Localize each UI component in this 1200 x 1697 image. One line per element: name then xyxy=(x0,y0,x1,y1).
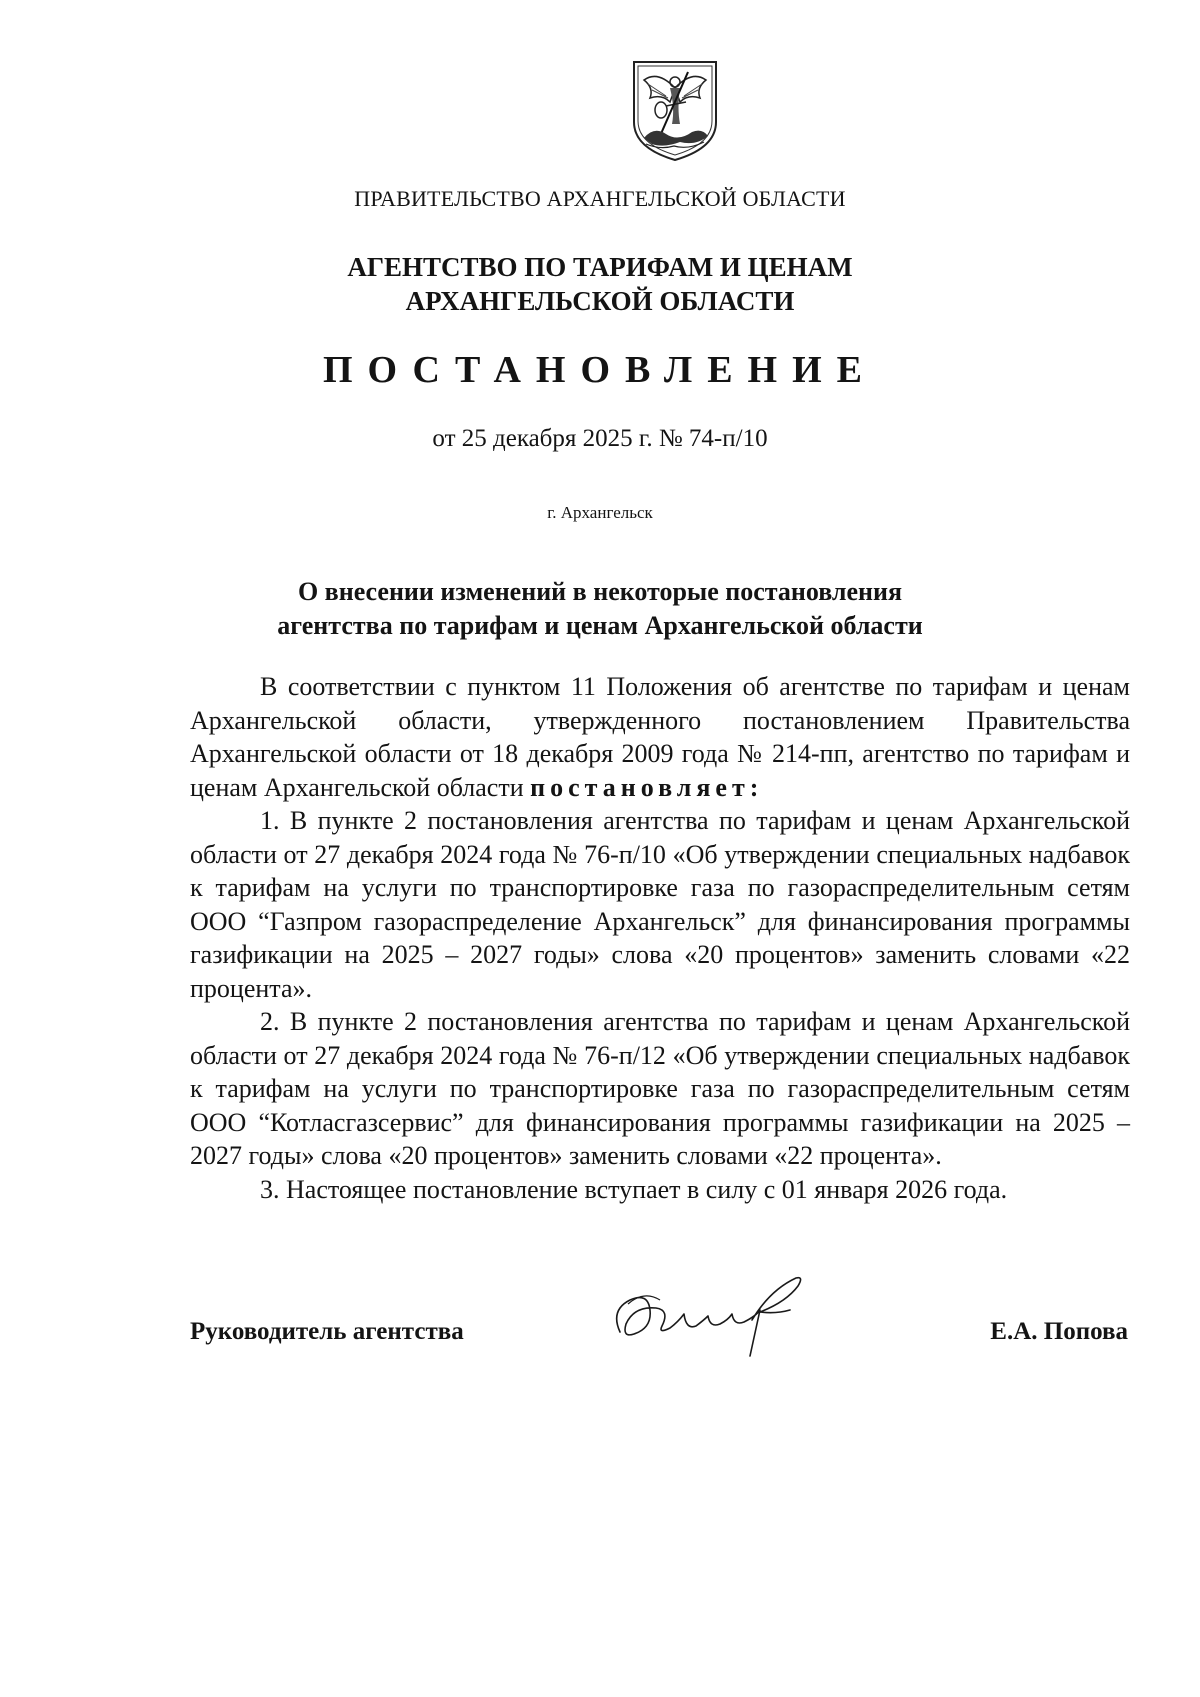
item-1-paragraph: 1. В пункте 2 постановления агентства по тарифам и ценам Архангельской области от 27 декабря 2024 года № 76-п/10 «Об утверждении специальных надбавок к тарифам на услуги по транспортировке газа по газораспределительным сетям ООО “Газпром газораспределение Архангельск” для финансирования программы газификации на 2025 – 2027 годы» слова «20 процентов» заменить словами «22 процента». xyxy=(190,806,1130,1003)
handwritten-signature-icon xyxy=(600,1270,830,1360)
agency-line-2: АРХАНГЕЛЬСКОЙ ОБЛАСТИ xyxy=(405,286,795,316)
signatory-name: Е.А. Попова xyxy=(990,1318,1128,1345)
preamble-paragraph xyxy=(190,670,1130,804)
item-3-paragraph: 3. Настоящее постановление вступает в силу с 01 января 2026 года. xyxy=(260,1174,1008,1204)
decree-body xyxy=(190,670,1130,1206)
document-type-title: ПОСТАНОВЛЕНИЕ xyxy=(322,349,878,391)
preamble-text: В соответствии с пунктом 11 Положения об агентстве по тарифам и ценам Архангельской области, утвержденного постановлением Правительства Архангельской области от 18 декабря 2009 года № 214-пп, агентство по тарифам и ценам Архангельской области xyxy=(190,672,1130,802)
arkhangelsk-coat-of-arms-icon xyxy=(630,58,720,164)
subject-line-1: О внесении изменений в некоторые постановления xyxy=(297,577,903,606)
subject-line-2: агентства по тарифам и ценам Архангельской области xyxy=(277,611,923,640)
government-heading: ПРАВИТЕЛЬСТВО АРХАНГЕЛЬСКОЙ ОБЛАСТИ xyxy=(354,186,846,211)
agency-line-1: АГЕНТСТВО ПО ТАРИФАМ И ЦЕНАМ xyxy=(347,252,853,282)
item-2-paragraph: 2. В пункте 2 постановления агентства по тарифам и ценам Архангельской области от 27 декабря 2024 года № 76-п/12 «Об утверждении специальных надбавок к тарифам на услуги по транспортировке газа по газораспределительным сетям ООО “Котласгазсервис” для финансирования программы газификации на 2025 – 2027 годы» слова «20 процентов» заменить словами «22 процента». xyxy=(190,1007,1130,1170)
decree-city: г. Архангельск xyxy=(547,503,653,522)
decree-subject xyxy=(0,575,1200,643)
agency-heading xyxy=(0,250,1200,318)
signatory-role: Руководитель агентства xyxy=(190,1318,464,1345)
decree-date-number: от 25 декабря 2025 г. № 74-п/10 xyxy=(432,425,768,452)
resolves-keyword: постановляет: xyxy=(530,772,764,802)
